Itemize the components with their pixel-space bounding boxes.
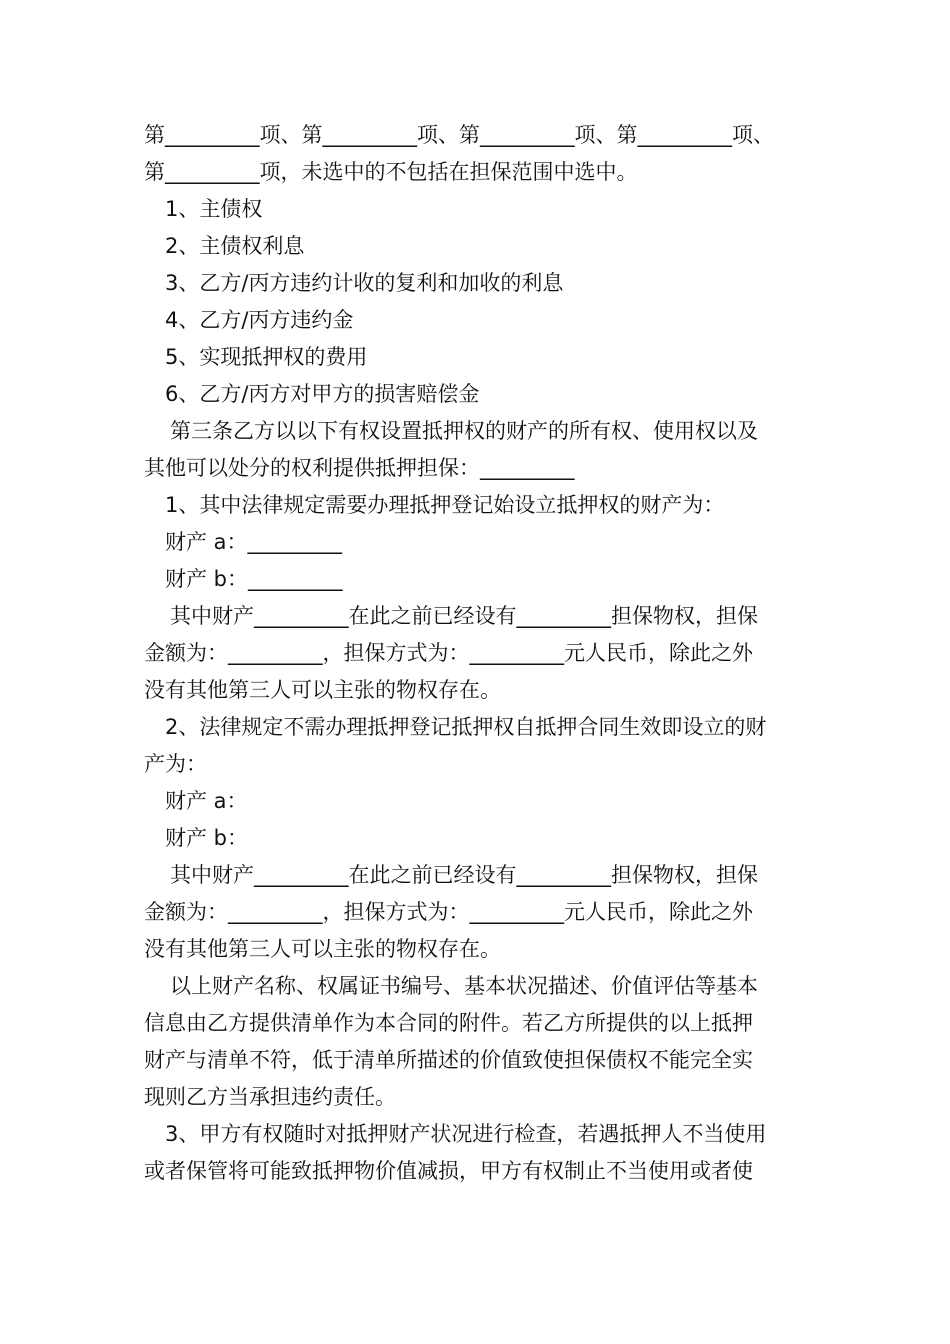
text-line: 金额为：_________，担保方式为：_________元人民币，除此之外 xyxy=(144,641,753,665)
list-item: 5、实现抵押权的费用 xyxy=(165,345,368,369)
list-item: 3、乙方/丙方违约计收的复利和加收的利息 xyxy=(165,271,564,295)
text-line: 其中财产_________在此之前已经设有_________担保物权，担保 xyxy=(170,863,758,887)
list-item: 1、主债权 xyxy=(165,197,263,221)
text-line: 其他可以处分的权利提供抵押担保：_________ xyxy=(144,456,575,480)
list-item: 4、乙方/丙方违约金 xyxy=(165,308,354,332)
text-line: 或者保管将可能致抵押物价值减损，甲方有权制止不当使用或者使 xyxy=(144,1159,753,1183)
text-line: 财产与清单不符，低于清单所描述的价值致使担保债权不能完全实 xyxy=(144,1048,753,1072)
document-page xyxy=(144,117,824,1190)
text-line: 没有其他第三人可以主张的物权存在。 xyxy=(144,937,501,961)
clause-heading: 第三条乙方以以下有权设置抵押权的财产的所有权、使用权以及 xyxy=(170,419,758,443)
text-line: 第_________项，未选中的不包括在担保范围中选中。 xyxy=(144,160,638,184)
property-line: 财产 a：_________ xyxy=(165,530,343,554)
list-item: 3、甲方有权随时对抵押财产状况进行检查，若遇抵押人不当使用 xyxy=(165,1122,767,1146)
list-item: 2、主债权利息 xyxy=(165,234,305,258)
property-line: 财产 b： xyxy=(165,826,249,850)
text-line: 信息由乙方提供清单作为本合同的附件。若乙方所提供的以上抵押 xyxy=(144,1011,753,1035)
property-line: 财产 b：_________ xyxy=(165,567,343,591)
text-line: 现则乙方当承担违约责任。 xyxy=(144,1085,396,1109)
list-item: 6、乙方/丙方对甲方的损害赔偿金 xyxy=(165,382,480,406)
text-line: 产为： xyxy=(144,752,207,776)
property-line: 财产 a： xyxy=(165,789,248,813)
list-item: 2、法律规定不需办理抵押登记抵押权自抵押合同生效即设立的财 xyxy=(165,715,767,739)
text-line: 金额为：_________，担保方式为：_________元人民币，除此之外 xyxy=(144,900,753,924)
text-line: 没有其他第三人可以主张的物权存在。 xyxy=(144,678,501,702)
text-line: 第_________项、第_________项、第_________项、第_________项、 xyxy=(144,123,774,147)
text-line: 其中财产_________在此之前已经设有_________担保物权，担保 xyxy=(170,604,758,628)
list-item: 1、其中法律规定需要办理抵押登记始设立抵押权的财产为： xyxy=(165,493,725,517)
text-line: 以上财产名称、权属证书编号、基本状况描述、价值评估等基本 xyxy=(170,974,758,998)
